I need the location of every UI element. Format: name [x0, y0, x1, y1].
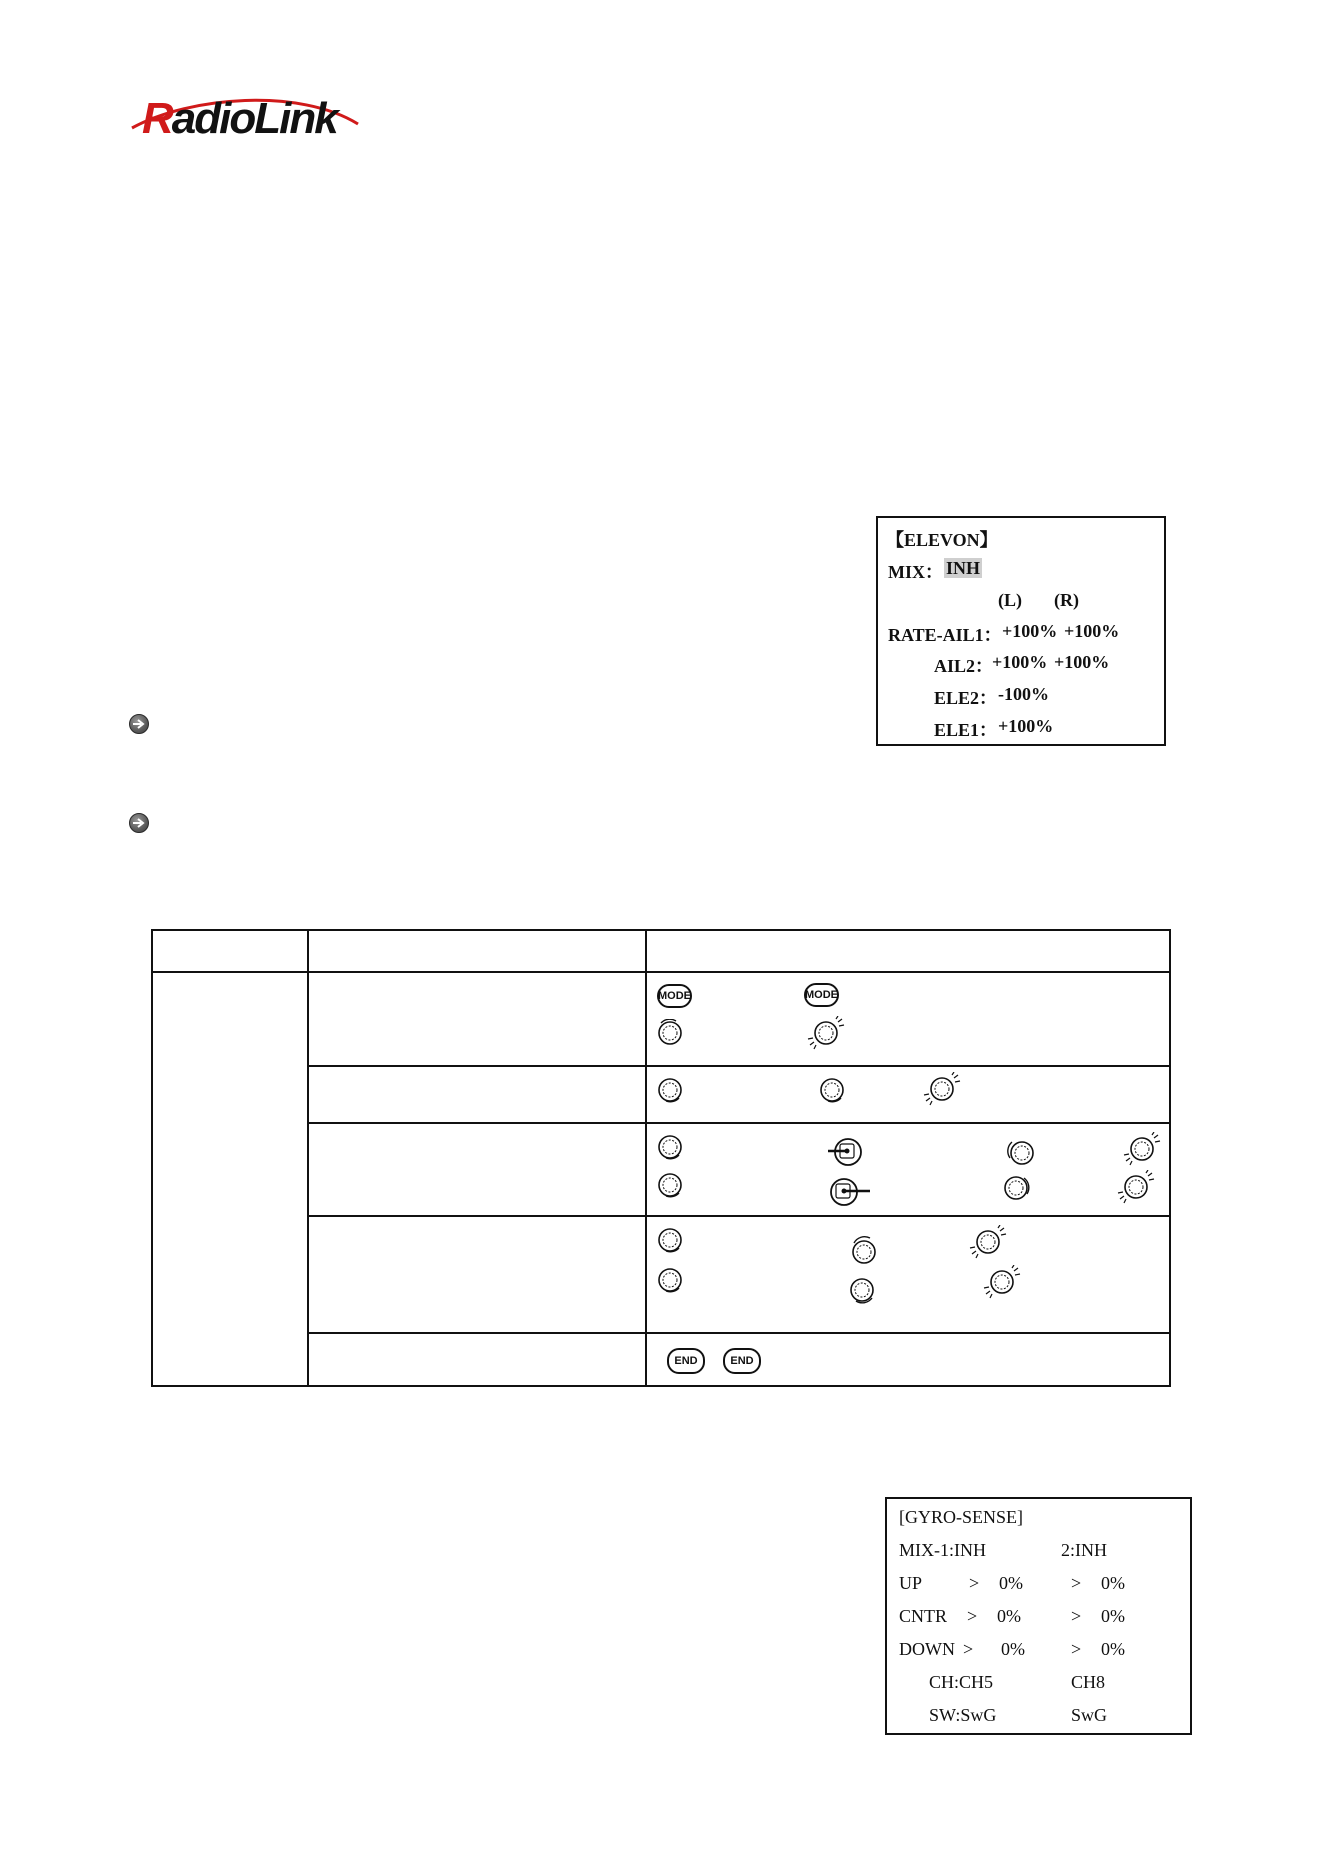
dial-icon	[656, 1226, 684, 1254]
table-header-divider	[151, 971, 1171, 973]
end-key-icon: END	[723, 1348, 761, 1374]
stick-icon	[826, 1174, 874, 1208]
gyro-row-label: DOWN	[899, 1639, 955, 1659]
gyro-row-value: 0%	[999, 1573, 1023, 1593]
end-key-icon: END	[667, 1348, 705, 1374]
gyro-mix1: MIX-1:INH	[899, 1540, 986, 1560]
table-border-top	[151, 929, 1171, 931]
elevon-row-left: +100%	[1002, 621, 1058, 641]
elevon-col-right: (R)	[1054, 590, 1079, 610]
gyro-sw2: SwG	[1071, 1705, 1108, 1725]
table-row-divider	[307, 1332, 1171, 1334]
dial-press-icon	[922, 1072, 962, 1106]
gyro-row-value: 0%	[997, 1606, 1021, 1626]
elevon-row-label: ELE2：	[934, 688, 998, 708]
table-col-divider	[307, 929, 309, 1387]
elevon-row-left: +100%	[998, 716, 1054, 736]
dial-press-icon	[1116, 1170, 1156, 1204]
mode-key-icon: MODE	[657, 984, 692, 1008]
elevon-screen	[876, 516, 1166, 746]
dial-icon	[656, 1133, 684, 1161]
dial-icon	[656, 1076, 684, 1104]
arrow-bullet-icon	[129, 714, 149, 734]
elevon-row-left: +100%	[992, 652, 1048, 672]
dial-icon	[656, 1019, 684, 1047]
gyro-row-label: CNTR	[899, 1606, 948, 1626]
elevon-mix-value: INH	[946, 558, 981, 578]
table-border-right	[1169, 929, 1171, 1387]
table-row-divider	[307, 1122, 1171, 1124]
stick-icon	[826, 1134, 866, 1168]
dial-icon	[848, 1234, 882, 1268]
gyro-row-value: 0%	[1101, 1639, 1125, 1659]
gyro-row-label: UP	[899, 1573, 923, 1593]
elevon-row-label: RATE-AIL1：	[888, 625, 1002, 645]
dial-press-icon	[968, 1225, 1008, 1259]
elevon-row-label: ELE1：	[934, 720, 998, 740]
dial-icon	[846, 1274, 880, 1308]
table-border-left	[151, 929, 153, 1387]
dial-press-icon	[806, 1016, 846, 1050]
radiolink-logo	[130, 88, 370, 148]
elevon-row-right: +100%	[1064, 621, 1120, 641]
gyro-mix2: 2:INH	[1061, 1540, 1107, 1560]
dial-icon	[656, 1266, 684, 1294]
gyro-row-value: 0%	[1101, 1606, 1125, 1626]
mode-key-icon: MODE	[804, 983, 839, 1007]
logo-wordmark: RadioLink	[142, 94, 337, 143]
elevon-col-left: (L)	[998, 590, 1022, 610]
table-row-divider	[307, 1215, 1171, 1217]
dial-icon	[1000, 1172, 1034, 1206]
gyro-row-value: 0%	[1001, 1639, 1025, 1659]
elevon-row-left: -100%	[998, 684, 1049, 704]
dial-press-icon	[982, 1265, 1022, 1299]
gyro-sense-screen: [GYRO-SENSE] MIX-1:INH 2:INH UP > 0% > 0% CNTR > 0% > 0% DOWN > 0% > 0% CH:CH5 CH8 SW:SwG SwG	[885, 1497, 1192, 1735]
gyro-row-value: 0%	[1101, 1573, 1125, 1593]
gyro-ch1: CH:CH5	[929, 1672, 994, 1692]
table-row-divider	[307, 1065, 1171, 1067]
dial-icon	[1004, 1136, 1038, 1170]
elevon-row-right: +100%	[1054, 652, 1110, 672]
table-col-divider	[645, 929, 647, 1387]
table-border-bottom	[151, 1385, 1171, 1387]
dial-press-icon	[1122, 1132, 1162, 1166]
gyro-sw1: SW:SwG	[929, 1705, 997, 1725]
gyro-ch2: CH8	[1071, 1672, 1106, 1692]
elevon-title: 【ELEVON】	[886, 530, 998, 550]
gyro-title: [GYRO-SENSE]	[899, 1507, 1023, 1527]
arrow-bullet-icon	[129, 813, 149, 833]
dial-icon	[656, 1171, 684, 1199]
elevon-row-label: AIL2：	[934, 656, 994, 676]
dial-icon	[818, 1076, 846, 1104]
elevon-mix-label: MIX：	[888, 562, 943, 582]
